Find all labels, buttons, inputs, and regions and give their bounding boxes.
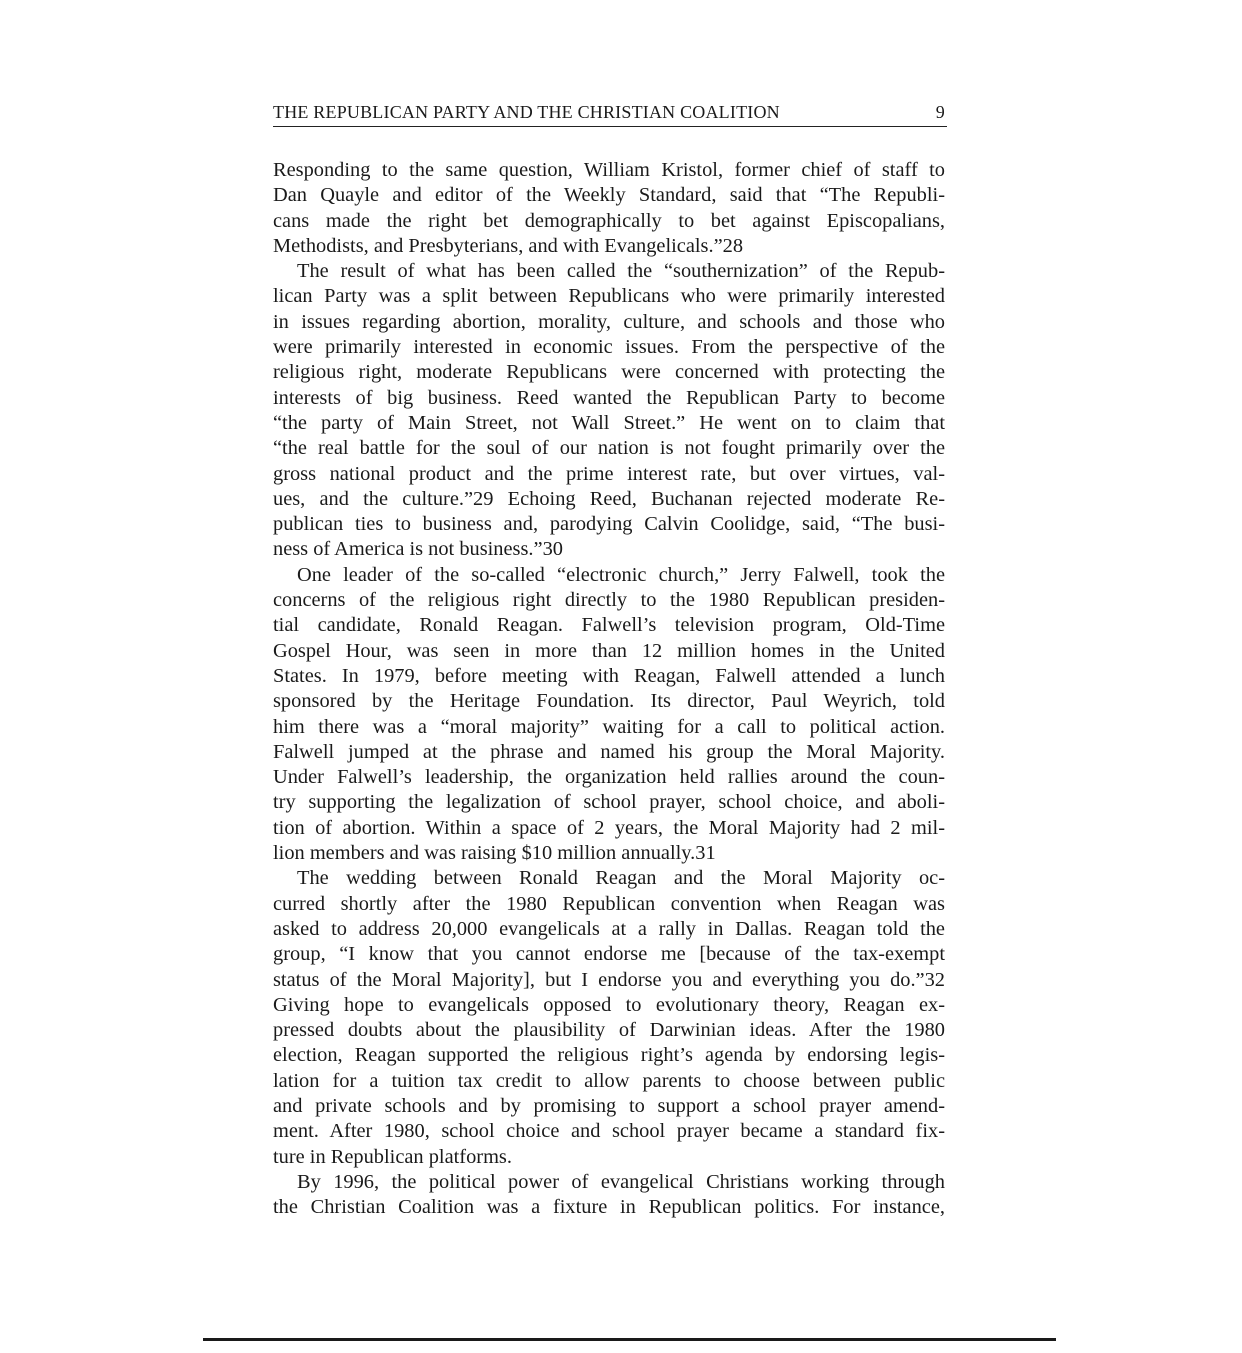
text-line: ness of America is not business.”30 [273,538,563,561]
text-line: him there was a “moral majority” waiting for a call to political action. [273,715,945,738]
text-line: concerns of the religious right directly to the 1980 Republican presiden- [273,589,945,612]
text-line: pressed doubts about the plausibility of Darwinian ideas. After the 1980 [273,1019,945,1042]
text-line: By 1996, the political power of evangelical Christians working through [297,1170,945,1193]
text-line: religious right, moderate Republicans were concerned with protecting the [273,361,945,384]
page-number: 9 [935,102,945,122]
text-line: curred shortly after the 1980 Republican convention when Reagan was [273,892,945,915]
text-line: status of the Moral Majority], but I endorse you and everything you do.”32 [273,968,945,991]
text-line: ment. After 1980, school choice and school prayer became a standard fix- [273,1120,945,1143]
text-line: Giving hope to evangelicals opposed to evolutionary theory, Reagan ex- [273,993,945,1016]
text-line: interests of big business. Reed wanted the Republican Party to become [273,386,945,409]
text-line: One leader of the so-called “electronic church,” Jerry Falwell, took the [297,563,945,586]
bottom-rule [203,1338,1056,1341]
text-line: group, “I know that you cannot endorse me [because of the tax-exempt [273,943,945,966]
text-line: The result of what has been called the “southernization” of the Repub- [297,260,945,283]
text-line: and private schools and by promising to support a school prayer amend- [273,1094,945,1117]
text-line: were primarily interested in economic issues. From the perspective of the [273,336,945,359]
text-line: sponsored by the Heritage Foundation. Its director, Paul Weyrich, told [273,690,945,713]
text-line: Dan Quayle and editor of the Weekly Standard, said that “The Republi- [273,184,945,207]
body-text [273,158,945,1220]
text-line: The wedding between Ronald Reagan and the Moral Majority oc- [297,867,945,890]
text-line: try supporting the legalization of school prayer, school choice, and aboli- [273,791,945,814]
text-line: gross national product and the prime interest rate, but over virtues, val- [273,462,945,485]
text-line: tion of abortion. Within a space of 2 years, the Moral Majority had 2 mil- [273,816,945,839]
text-line: “the real battle for the soul of our nation is not fought primarily over the [273,437,945,460]
text-line: election, Reagan supported the religious right’s agenda by endorsing legis- [273,1044,945,1067]
text-line: ture in Republican platforms. [273,1145,512,1168]
running-head-title: THE REPUBLICAN PARTY AND THE CHRISTIAN COALITION [273,102,780,122]
text-line: Gospel Hour, was seen in more than 12 million homes in the United [273,639,945,662]
text-line: Responding to the same question, William Kristol, former chief of staff to [273,159,945,181]
text-line: the Christian Coalition was a fixture in Republican politics. For instance, [273,1196,945,1219]
text-line: lican Party was a split between Republicans who were primarily interested [273,285,945,308]
text-line: Falwell jumped at the phrase and named his group the Moral Majority. [273,740,945,763]
text-line: ues, and the culture.”29 Echoing Reed, Buchanan rejected moderate Re- [273,487,945,510]
text-line: Methodists, and Presbyterians, and with Evangelicals.”28 [273,234,744,257]
text-line: States. In 1979, before meeting with Reagan, Falwell attended a lunch [273,664,945,687]
text-line: cans made the right bet demographically to bet against Episcopalians, [273,209,945,232]
text-line: asked to address 20,000 evangelicals at a rally in Dallas. Reagan told the [273,917,945,940]
text-line: Under Falwell’s leadership, the organization held rallies around the coun- [273,766,945,789]
text-line: tial candidate, Ronald Reagan. Falwell’s television program, Old-Time [273,614,945,637]
text-line: “the party of Main Street, not Wall Street.” He went on to claim that [273,411,945,434]
text-line: in issues regarding abortion, morality, culture, and schools and those who [273,310,945,333]
running-head [273,100,947,127]
text-line: publican ties to business and, parodying Calvin Coolidge, said, “The busi- [273,513,945,536]
text-line: lion members and was raising $10 million annually.31 [273,842,716,865]
text-line: lation for a tuition tax credit to allow parents to choose between public [273,1069,945,1092]
